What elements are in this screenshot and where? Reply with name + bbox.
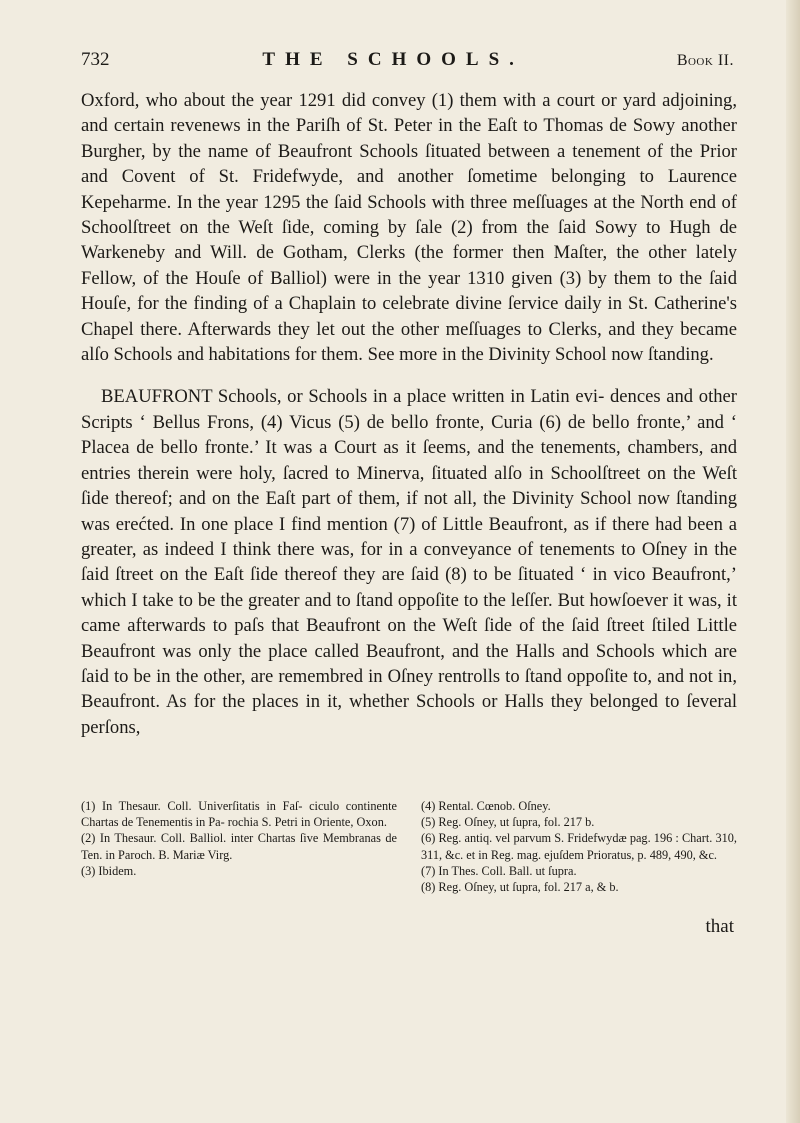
footnotes	[81, 798, 737, 895]
book-label: Book II.	[676, 52, 734, 69]
footnote: (5) Reg. Oſney, ut ſupra, fol. 217 b.	[421, 815, 595, 830]
footnote: (7) In Thes. Coll. Ball. ut ſupra.	[421, 863, 577, 878]
footnote: (3) Ibidem.	[81, 863, 137, 878]
footnote: (1) In Thesaur. Coll. Univerſitatis in Faſ- ciculo continente Chartas de Tenementis in Pa- rochia S. Petri in Oriente, Oxon.	[81, 799, 397, 830]
footnotes-right-column	[421, 798, 737, 895]
footnotes-left-column	[81, 798, 397, 895]
body-text	[81, 88, 737, 740]
footnote: (6) Reg. antiq. vel parvum S. Fridefwydæ pag. 196 : Chart. 310, 311, &c. et in Reg. mag. ejuſdem Prioratus, p. 489, 490, &c.	[421, 831, 737, 862]
paragraph: Oxford, who about the year 1291 did convey (1) them with a court or yard adjoining, and certain revenews in the Pariſh of St. Peter in the Eaſt to Thomas de Sowy another Burgher, by the name of Beaufront Schools ſituated between a tenement of the Prior and Covent of St. Fridefwyde, and another ſometime belonging to Laurence Kepeharme. In the year 1295 the ſaid Schools with three meſſuages at the North end of Schoolſtreet on the Weſt ſide, coming by ſale (2) from the ſaid Sowy to Hugh de Warkeneby and Will. de Gotham, Clerks (the former then Maſter, the other lately Fellow, of the Houſe of Balliol) were in the year 1310 given (3) by them to the ſaid Houſe, for the finding of a Chaplain to celebrate divine ſervice daily in St. Catherine's Chapel there. Afterwards they let out the other meſſuages to Clerks, and they became alſo Schools and habitations for them. See more in the Divinity School now ſtanding.	[81, 90, 737, 366]
footnote: (8) Reg. Oſney, ut ſupra, fol. 217 a, & b.	[421, 880, 619, 895]
page-number: 732	[81, 49, 110, 70]
page-edge-shadow	[786, 0, 800, 1123]
paragraph: BEAUFRONT Schools, or Schools in a place written in Latin evi- dences and other Scripts ‘ Bellus Frons, (4) Vicus (5) de bello fronte, Curia (6) de bello fronte,’ and ‘ Placea de bello fronte.’ It was a Court as it ſeems, and the tenements, chambers, and entries therein were holy, ſacred to Minerva, ſituated alſo in Schoolſtreet on the Weſt ſide thereof; and on the Eaſt part of them, if not all, the Divinity School now ſtanding was erećted. In one place I find mention (7) of Little Beaufront, as if there had been a greater, as indeed I think there was, for in a conveyance of tenements to Oſney in the ſaid ſtreet on the Eaſt ſide thereof they are ſaid (8) to be ſituated ‘ in vico Beaufront,’ which I take to be the greater and to ſtand oppoſite to the leſſer. But howſoever it was, it came afterwards to paſs that Beaufront on the Weſt ſide of the ſaid ſtreet ſtiled Little Beaufront was only the place called Beaufront, and the Halls and Schools which are ſaid to be in the other, are remembred in Oſney rentrolls to ſtand oppoſite to, and not in, Beaufront. As for the places in it, whether Schools or Halls they belonged to ſeveral perſons,	[81, 386, 737, 738]
footnote: (4) Rental. Cœnob. Oſney.	[421, 799, 551, 813]
running-title: THE SCHOOLS.	[262, 49, 524, 70]
running-head	[81, 49, 734, 79]
footnote: (2) In Thesaur. Coll. Balliol. inter Chartas ſive Membranas de Ten. in Paroch. B. Mariæ Virg.	[81, 831, 397, 862]
catchword: that	[705, 916, 734, 937]
